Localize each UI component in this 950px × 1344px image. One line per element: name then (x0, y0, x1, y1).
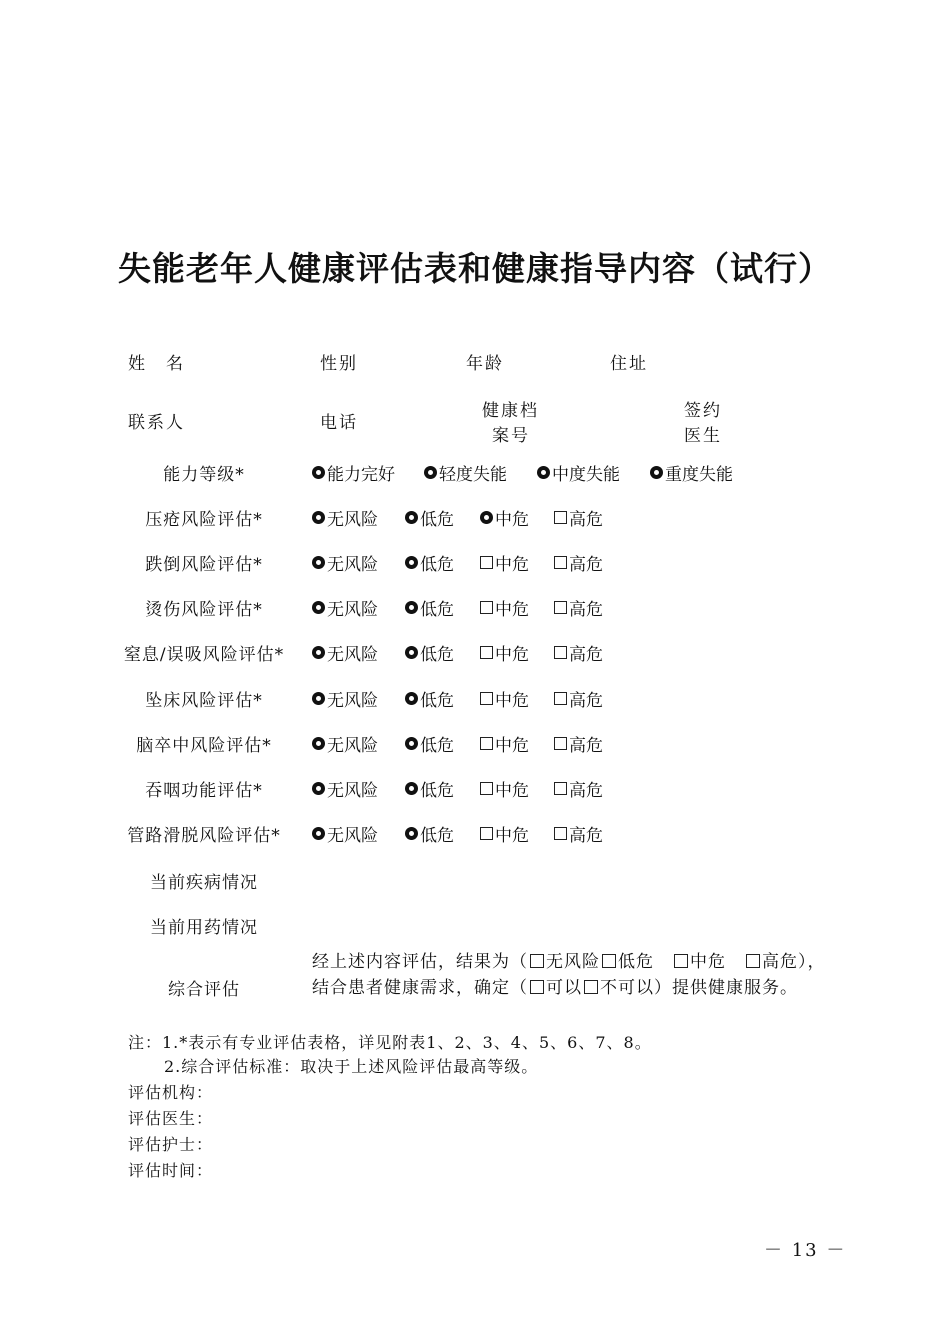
checkbox-icon (480, 692, 493, 705)
risk-option[interactable]: 高危 (554, 505, 603, 530)
risk-option[interactable]: 中危 (480, 505, 529, 530)
radio-icon (405, 827, 418, 840)
checkbox-icon (554, 556, 567, 569)
checkbox-icon (554, 737, 567, 750)
radio-icon (405, 556, 418, 569)
radio-icon (312, 737, 325, 750)
risk-option[interactable]: 无风险 (312, 821, 378, 846)
risk-option[interactable]: 中危 (480, 595, 529, 620)
risk-option[interactable]: 中危 (480, 731, 529, 756)
ability-label: 能力等级* (163, 465, 245, 485)
footer-institution: 评估机构： (128, 1083, 214, 1102)
risk-option[interactable]: 高危 (554, 731, 603, 756)
risk-option[interactable]: 高危 (554, 776, 603, 801)
risk-option[interactable]: 无风险 (312, 776, 378, 801)
page-number: － 13 － (764, 1240, 847, 1261)
checkbox-icon[interactable] (584, 980, 598, 994)
checkbox-icon (480, 601, 493, 614)
risk-option[interactable]: 中危 (480, 550, 529, 575)
radio-icon (405, 601, 418, 614)
checkbox-icon[interactable] (530, 954, 544, 968)
risk-option[interactable]: 中危 (480, 686, 529, 711)
risk-option[interactable]: 低危 (405, 821, 454, 846)
checkbox-icon (480, 827, 493, 840)
gender-label: 性别 (320, 354, 358, 374)
age-label: 年龄 (466, 354, 504, 374)
checkbox-icon (480, 737, 493, 750)
risk-option[interactable]: 低危 (405, 550, 454, 575)
risk-option[interactable]: 高危 (554, 640, 603, 665)
checkbox-icon (554, 782, 567, 795)
risk-option[interactable]: 无风险 (312, 731, 378, 756)
risk-row-label: 压疮风险评估* (145, 510, 263, 530)
radio-icon (537, 466, 550, 479)
checkbox-icon (554, 827, 567, 840)
radio-icon (312, 646, 325, 659)
risk-row-label: 跌倒风险评估* (145, 555, 263, 575)
footer-time: 评估时间： (128, 1161, 214, 1180)
record-label-line2: 案号 (492, 426, 530, 446)
checkbox-icon (480, 556, 493, 569)
risk-row-label: 吞咽功能评估* (145, 781, 263, 801)
checkbox-icon (554, 511, 567, 524)
radio-icon (312, 556, 325, 569)
doctor-label-line1: 签约 (684, 401, 722, 421)
radio-icon (405, 692, 418, 705)
checkbox-icon (480, 782, 493, 795)
radio-icon (312, 511, 325, 524)
risk-option[interactable]: 低危 (405, 731, 454, 756)
footer-nurse: 评估护士： (128, 1135, 214, 1154)
ability-option[interactable]: 能力完好 (312, 460, 395, 485)
radio-icon (405, 511, 418, 524)
record-label-line1: 健康档 (482, 401, 539, 421)
doctor-label-line2: 医生 (684, 426, 722, 446)
name-label: 姓 名 (128, 354, 185, 374)
phone-label: 电话 (320, 413, 358, 433)
medication-label: 当前用药情况 (150, 918, 258, 938)
risk-option[interactable]: 无风险 (312, 686, 378, 711)
note-2: 2.综合评估标准：取决于上述风险评估最高等级。 (164, 1057, 539, 1076)
risk-option[interactable]: 高危 (554, 550, 603, 575)
radio-icon (312, 782, 325, 795)
ability-option[interactable]: 中度失能 (537, 460, 620, 485)
risk-option[interactable]: 高危 (554, 686, 603, 711)
checkbox-icon[interactable] (530, 980, 544, 994)
risk-option[interactable]: 中危 (480, 821, 529, 846)
risk-option[interactable]: 高危 (554, 821, 603, 846)
risk-option[interactable]: 高危 (554, 595, 603, 620)
ability-option[interactable]: 重度失能 (650, 460, 733, 485)
note-1: 注：1.*表示有专业评估表格，详见附表1、2、3、4、5、6、7、8。 (128, 1033, 652, 1052)
risk-row-label: 脑卒中风险评估* (136, 736, 272, 756)
address-label: 住址 (610, 354, 648, 374)
disease-label: 当前疾病情况 (150, 873, 258, 893)
ability-option[interactable]: 轻度失能 (424, 460, 507, 485)
risk-option[interactable]: 无风险 (312, 550, 378, 575)
risk-option[interactable]: 低危 (405, 505, 454, 530)
radio-icon (650, 466, 663, 479)
page-title: 失能老年人健康评估表和健康指导内容（试行） (118, 249, 832, 288)
checkbox-icon[interactable] (746, 954, 760, 968)
radio-icon (405, 737, 418, 750)
risk-option[interactable]: 中危 (480, 640, 529, 665)
risk-option[interactable]: 无风险 (312, 595, 378, 620)
risk-row-label: 管路滑脱风险评估* (127, 826, 281, 846)
risk-option[interactable]: 无风险 (312, 640, 378, 665)
checkbox-icon[interactable] (602, 954, 616, 968)
summary-text: 经上述内容评估，结果为（ 无风险 低危 中危 高危），结合患者健康需求，确定（ 可以 不可以）提供健康服务。 (312, 952, 826, 998)
checkbox-icon (554, 692, 567, 705)
footer-doctor: 评估医生： (128, 1109, 214, 1128)
radio-icon (312, 827, 325, 840)
checkbox-icon (480, 646, 493, 659)
checkbox-icon[interactable] (674, 954, 688, 968)
risk-row-label: 窒息/误吸风险评估* (123, 645, 285, 665)
radio-icon (405, 782, 418, 795)
risk-option[interactable]: 低危 (405, 595, 454, 620)
risk-option[interactable]: 低危 (405, 686, 454, 711)
radio-icon (312, 466, 325, 479)
radio-icon (405, 646, 418, 659)
risk-option[interactable]: 无风险 (312, 505, 378, 530)
risk-option[interactable]: 低危 (405, 640, 454, 665)
risk-row-label: 烫伤风险评估* (145, 600, 263, 620)
checkbox-icon (554, 646, 567, 659)
radio-icon (480, 511, 493, 524)
summary-label: 综合评估 (168, 980, 240, 1000)
risk-option[interactable]: 中危 (480, 776, 529, 801)
checkbox-icon (554, 601, 567, 614)
risk-row-label: 坠床风险评估* (145, 691, 263, 711)
contact-label: 联系人 (128, 413, 185, 433)
radio-icon (312, 601, 325, 614)
radio-icon (424, 466, 437, 479)
risk-option[interactable]: 低危 (405, 776, 454, 801)
radio-icon (312, 692, 325, 705)
